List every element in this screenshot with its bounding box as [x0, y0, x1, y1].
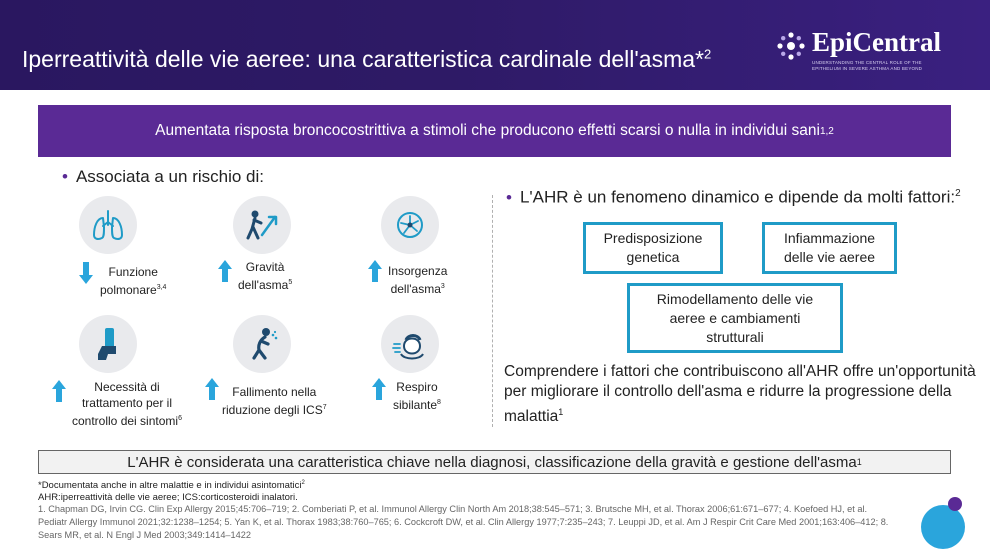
bullet-icon: • — [506, 187, 512, 207]
decorative-purple-dot — [948, 497, 962, 511]
arrow-up-icon — [218, 260, 232, 282]
arrow-up-icon — [368, 260, 382, 282]
item-label-insorgenza: Insorgenza dell'asma$^3$ — [388, 264, 448, 296]
title-bar — [0, 0, 990, 90]
footnotes: *Documentata anche in altre malattie e in individui asintomatici$^2$ AHR:iperreattività delle vie aeree; ICS:corticosteroidi inalatori. — [38, 480, 305, 504]
epicentral-logo — [776, 27, 976, 87]
logo-mark-icon — [776, 31, 806, 61]
lungs-icon — [88, 205, 128, 245]
ahr-dynamic-bullet: • L'AHR è un fenomeno dinamico e dipende da molti fattori:$^2$ — [506, 187, 961, 207]
factor-airway-inflammation: Infiammazione delle vie aeree — [762, 222, 897, 274]
logo-wordmark: EpiCentral — [812, 27, 942, 57]
arrow-down-icon — [79, 262, 93, 284]
logo-tagline: UNDERSTANDING THE CENTRAL ROLE OF THE EPITHELIUM IN SEVERE ASTHMA AND BEYOND — [812, 60, 923, 71]
arrow-up-icon — [52, 380, 66, 402]
severity-icon — [242, 205, 282, 245]
key-statement-box: L'AHR è considerata una caratteristica chiave nella diagnosi, classificazione della gravità e gestione dell'asma 1 — [38, 450, 951, 474]
coughing-person-icon — [242, 324, 282, 364]
coughing-person-icon-circle — [233, 315, 291, 373]
references: 1. Chapman DG, Irvin CG. Clin Exp Allergy 2015;45:706–719; 2. Comberiati P, et al. Immunol Allergy Clin North Am 2018;38:545–571; 3. Brutsche MH, et al. Thorax 2006;61:671–677; 4. Koefoed HJ, et al. Pediatr Allergy Immunol 2021;32:1238–1254; 5. Yan K, et al. Thorax 1983;38:760–765; 6. Cockcroft DW, et al. Clin Allergy 1977;7:235–243; 7. Leuppi JD, et al. Am J Respir Crit Care Med 2001;163:406–412; 8. Sears MR, et al. N Engl J Med 2003;349:1414–1422 — [38, 504, 889, 540]
inhaler-icon-circle — [79, 315, 137, 373]
page-title: Iperreattività delle vie aeree: una caratteristica cardinale dell'asma*$^2$ — [22, 46, 712, 72]
risk-heading: • Associata a un rischio di: — [62, 167, 264, 186]
asthma-onset-icon-circle — [381, 196, 439, 254]
item-label-gravita: Gravità dell'asma$^5$ — [238, 260, 293, 292]
arrow-up-icon — [205, 378, 219, 400]
definition-banner: Aumentata risposta broncocostrittiva a stimoli che producono effetti scarsi o nulla in individui sani 1,2 — [38, 105, 951, 157]
factor-genetic-predisposition: Predisposizione genetica — [583, 222, 723, 274]
item-label-respiro: Respiro sibilante$^8$ — [393, 380, 441, 412]
lungs-icon-circle — [79, 196, 137, 254]
bullet-icon: • — [62, 167, 68, 186]
arrow-up-icon — [372, 378, 386, 400]
column-divider — [492, 195, 493, 427]
factor-airway-remodelling: Rimodellamento delle vie aeree e cambiamenti strutturali — [627, 283, 843, 353]
asthma-onset-icon — [390, 205, 430, 245]
item-label-fallimento: Fallimento nella riduzione degli ICS$^7$ — [222, 385, 327, 417]
severity-icon-circle — [233, 196, 291, 254]
item-label-necessita: Necessità di trattamento per il controllo dei sintomi$^6$ — [72, 380, 182, 428]
inhaler-icon — [88, 324, 128, 364]
wheezing-icon — [390, 324, 430, 364]
item-label-funzione: Funzione polmonare$^{3,4}$ — [100, 265, 167, 297]
wheezing-icon-circle — [381, 315, 439, 373]
decorative-blue-dot — [921, 505, 965, 549]
ahr-conclusion-text: Comprendere i fattori che contribuiscono all'AHR offre un'opportunità per migliorare il controllo dell'asma e ridurre la progressione della malattia$^1$ — [504, 363, 976, 426]
